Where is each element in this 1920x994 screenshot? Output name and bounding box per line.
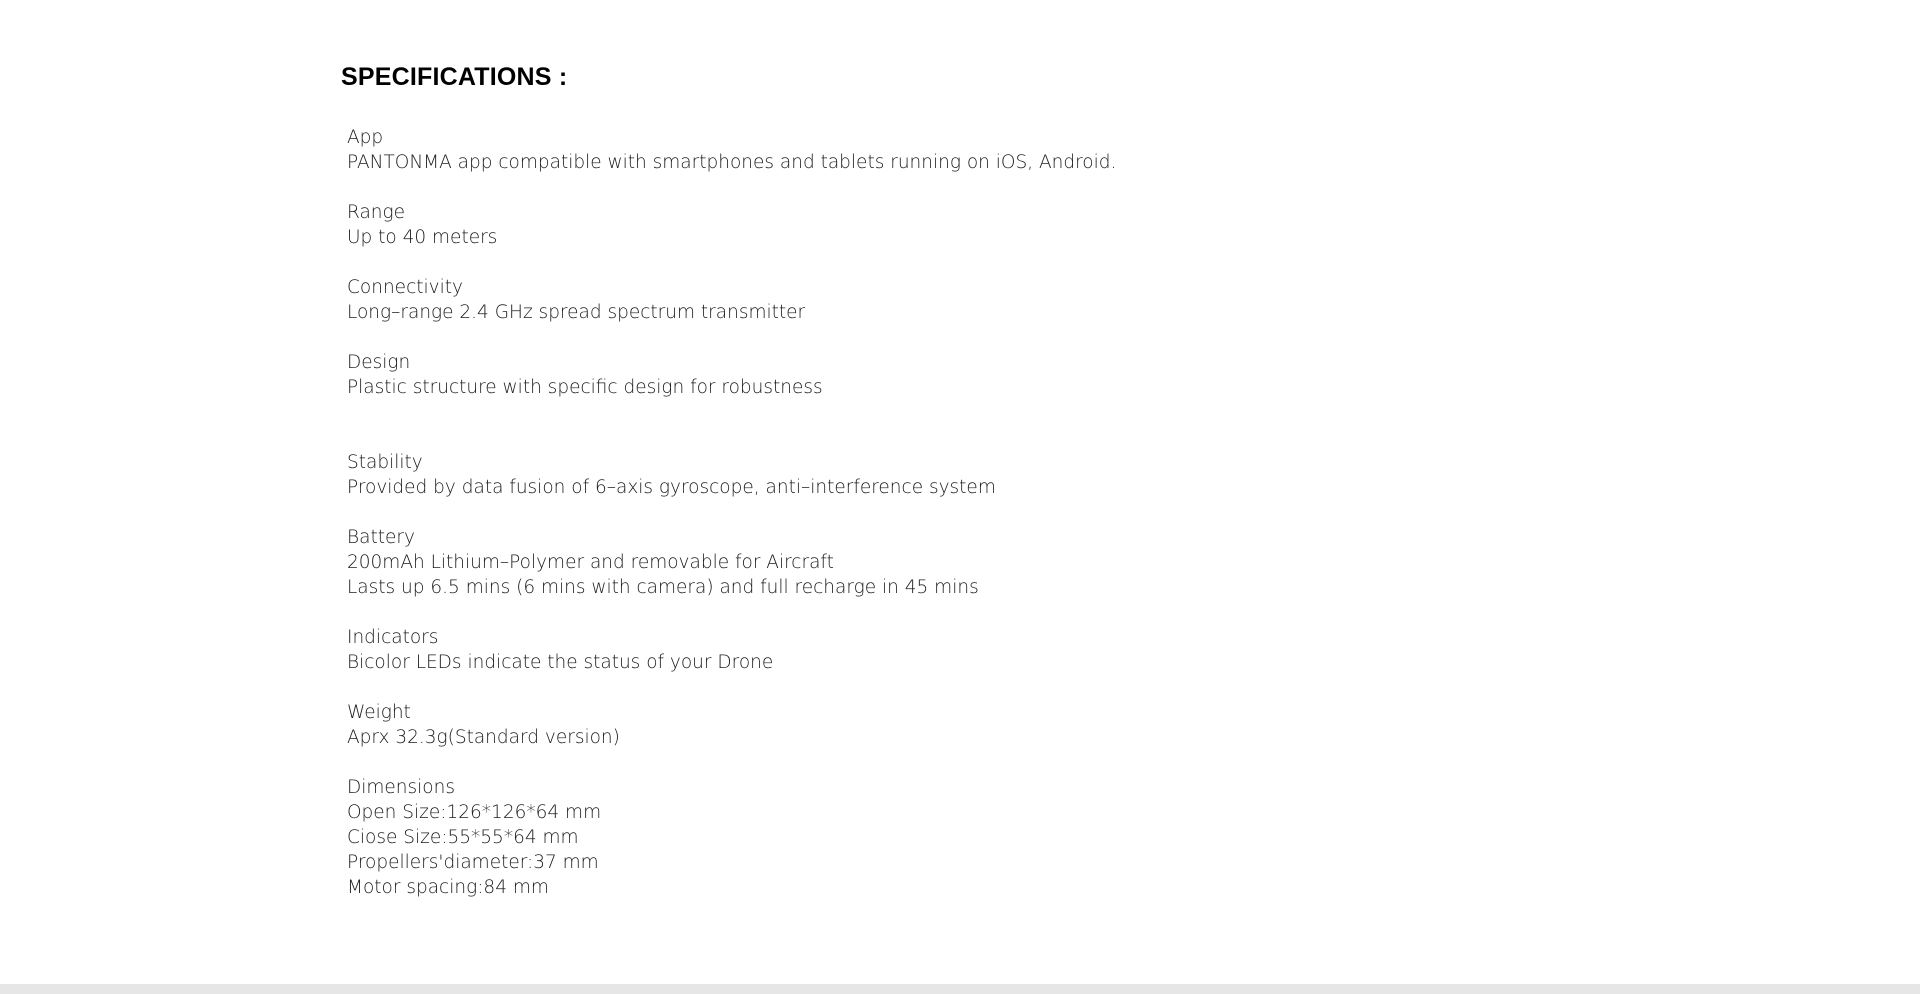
spec-value: Provided by data fusion of 6–axis gyroscope, anti–interference system [347,477,996,498]
spec-value: Plastic structure with specific design for robustness [347,377,823,398]
spec-label: App [347,127,384,148]
spec-section-connectivity [347,275,805,325]
spec-value: Up to 40 meters [347,227,498,248]
spec-label: Weight [347,702,411,723]
spec-label: Dimensions [347,777,455,798]
spec-label: Battery [347,527,415,548]
spec-label: Design [347,352,411,373]
spec-value: Bicolor LEDs indicate the status of your Drone [347,652,774,673]
spec-label: Connectivity [347,277,463,298]
spec-section-dimensions [347,775,601,900]
spec-section-design [347,350,823,400]
spec-section-battery [347,525,979,600]
page-title: SPECIFICATIONS : [341,63,568,91]
spec-label: Range [347,202,405,223]
spec-section-indicators [347,625,773,675]
spec-label: Indicators [347,627,439,648]
spec-value: 200mAh Lithium–Polymer and removable for Aircraft [347,552,834,573]
spec-value: Propellers'diameter:37 mm [347,852,599,873]
spec-value: PANTONMA app compatible with smartphones and tablets running on iOS, Android. [347,152,1117,173]
spec-value: Ciose Size:55*55*64 mm [347,827,579,848]
spec-value: Lasts up 6.5 mins (6 mins with camera) and full recharge in 45 mins [347,577,979,598]
spec-section-weight [347,700,620,750]
spec-label: Stability [347,452,423,473]
spec-section-range [347,200,497,250]
spec-section-app [347,125,1116,175]
spec-value: Long–range 2.4 GHz spread spectrum transmitter [347,302,806,323]
spec-section-stability [347,450,996,500]
spec-value: Motor spacing:84 mm [347,877,549,898]
spec-value: Open Size:126*126*64 mm [347,802,602,823]
page-bottom-bar [0,984,1920,994]
spec-value: Aprx 32.3g(Standard version) [347,727,620,748]
